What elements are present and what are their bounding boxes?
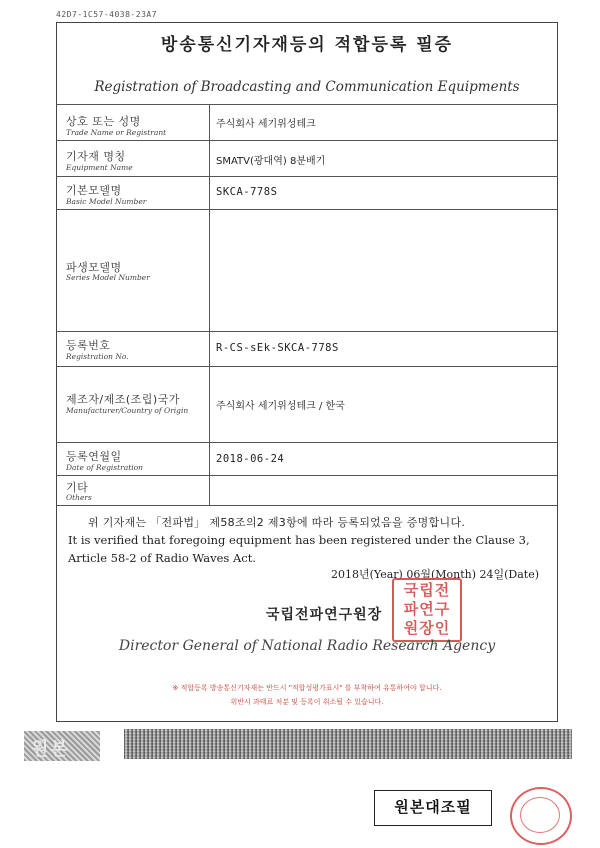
field-label-en: Basic Model Number: [66, 197, 147, 206]
field-row-manufacturer: [56, 366, 558, 442]
title-english: Registration of Broadcasting and Communication Equipments: [94, 79, 520, 95]
field-label-en: Date of Registration: [66, 463, 143, 472]
title-korean: 방송통신기자재등의 적합등록 필증: [160, 35, 454, 55]
field-value: SKCA-778S: [216, 186, 278, 198]
field-label: 등록연월일: [66, 450, 122, 463]
certification-statement-english: It is verified that foregoing equipment has been registered under the Clause 3,: [68, 533, 530, 547]
certification-statement-english-line2: Article 58-2 of Radio Waves Act.: [68, 551, 256, 565]
field-label-en: Registration No.: [66, 352, 129, 361]
field-label: 기본모델명: [66, 184, 122, 197]
notice-line: 위반시 과태료 처분 및 등록이 취소될 수 있습니다.: [230, 698, 384, 706]
field-row-others: [56, 475, 558, 505]
field-row-registration-number: [56, 331, 558, 366]
security-barcode-strip: [124, 729, 572, 759]
stamp-text: 원본: [31, 739, 70, 760]
field-label: 등록번호: [66, 339, 111, 352]
document-id: 42D7-1C57-4038-23A7: [56, 10, 158, 19]
seal-text-line: 파연구: [403, 600, 451, 618]
field-row-basic-model: [56, 176, 558, 209]
field-row-series-model: [56, 209, 558, 331]
field-label: 기타: [66, 481, 89, 494]
field-value: SMATV(광대역) 8분배기: [216, 156, 326, 167]
official-seal: [392, 578, 462, 642]
field-label-en: Equipment Name: [66, 163, 133, 172]
field-label-en: Series Model Number: [66, 273, 150, 282]
field-label-en: Trade Name or Registrant: [66, 128, 167, 137]
field-row-trade-name: [56, 104, 558, 140]
field-row-registration-date: [56, 442, 558, 475]
seal-text-line: 국립전: [403, 581, 451, 599]
field-value: 주식회사 세기위성테크 / 한국: [216, 401, 345, 412]
field-label: 제조자/제조(조립)국가: [66, 393, 180, 406]
field-label-en: Manufacturer/Country of Origin: [66, 406, 189, 415]
field-label-en: Others: [66, 493, 92, 502]
table-bottom-line: [56, 505, 558, 506]
issue-date: 2018년(Year) 06월(Month) 24일(Date): [331, 568, 540, 581]
director-title-english: Director General of National Radio Research Agency: [118, 638, 496, 654]
field-value: 주식회사 세기위성테크: [216, 119, 316, 130]
notice-line: ※ 적합등록 방송통신기자재는 반드시 "적합성평가표시" 를 부착하여 유통하여야 합니다.: [172, 684, 442, 692]
field-value: 2018-06-24: [216, 453, 285, 465]
field-value: R-CS-sEk-SKCA-778S: [216, 342, 339, 354]
field-label: 파생모델명: [66, 261, 122, 274]
field-row-equipment-name: [56, 140, 558, 176]
seal-text-line: 원장인: [403, 619, 451, 637]
round-seal-inner-ring: [520, 797, 560, 833]
certification-statement-korean: 위 기자재는 「전파법」 제58조의2 제3항에 따라 등록되었음을 증명합니다.: [88, 516, 466, 529]
field-label: 상호 또는 성명: [66, 115, 141, 128]
field-label: 기자재 명칭: [66, 150, 126, 163]
original-copy-stamp: 원본대조필: [374, 790, 492, 826]
director-title-korean: 국립전파연구원장: [266, 607, 383, 623]
